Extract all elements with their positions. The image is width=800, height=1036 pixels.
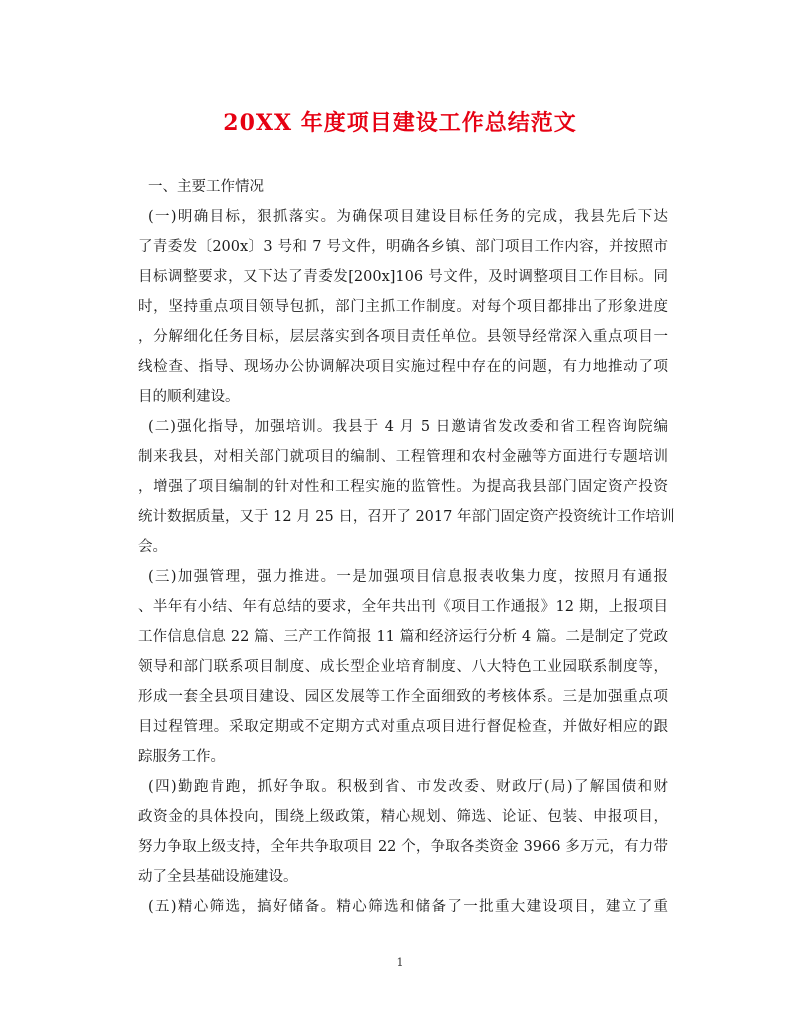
paragraph-line: 政资金的具体投向，围绕上级政策，精心规划、筛选、论证、包装、申报项目， xyxy=(138,809,668,825)
paragraph xyxy=(138,892,668,922)
paragraph-line: 了青委发〔200x〕3 号和 7 号文件，明确各乡镇、部门项目工作内容，并按照市 xyxy=(138,239,668,255)
paragraph-line: (二)强化指导，加强培训。我县于 4 月 5 日邀请省发改委和省工程咨询院编 xyxy=(148,419,668,435)
paragraph-line: 会。 xyxy=(138,539,167,555)
paragraph-line: 、半年有小结、年有总结的要求，全年共出刊《项目工作通报》12 期，上报项目 xyxy=(138,599,668,615)
paragraph-line: 踪服务工作。 xyxy=(138,749,225,765)
paragraph-line: 努力争取上级支持，全年共争取项目 22 个，争取各类资金 3966 多万元，有力带 xyxy=(138,839,668,855)
paragraph-line: (四)勤跑肯跑，抓好争取。积极到省、市发改委、财政厅(局)了解国债和财 xyxy=(148,779,668,795)
paragraph-line: 制来我县，对相关部门就项目的编制、工程管理和农村金融等方面进行专题培训 xyxy=(138,449,668,465)
document-title: 20XX 年度项目建设工作总结范文 xyxy=(223,110,577,136)
paragraph-line: 统计数据质量，又于 12 月 25 日，召开了 2017 年部门固定资产投资统计工作培训 xyxy=(138,509,675,525)
paragraph xyxy=(138,562,668,772)
document-body xyxy=(138,172,675,922)
paragraph-line: (三)加强管理，强力推进。一是加强项目信息报表收集力度，按照月有通报 xyxy=(148,569,668,585)
page-number: 1 xyxy=(396,956,404,969)
paragraph-line: 动了全县基础设施建设。 xyxy=(138,869,298,885)
paragraph-line: 形成一套全县项目建设、园区发展等工作全面细致的考核体系。三是加强重点项 xyxy=(138,689,668,705)
paragraph-line: 工作信息信息 22 篇、三产工作简报 11 篇和经济运行分析 4 篇。二是制定了党政 xyxy=(138,629,668,645)
paragraph-line: 时，坚持重点项目领导包抓，部门主抓工作制度。对每个项目都排出了形象进度 xyxy=(138,299,668,315)
paragraph xyxy=(138,772,668,892)
paragraph-line: (五)精心筛选，搞好储备。精心筛选和储备了一批重大建设项目，建立了重 xyxy=(148,899,668,915)
paragraph-list xyxy=(138,202,675,922)
paragraph-line: 目标调整要求，又下达了青委发[200x]106 号文件，及时调整项目工作目标。同 xyxy=(138,269,668,285)
paragraph-line: ，分解细化任务目标，层层落实到各项目责任单位。县领导经常深入重点项目一 xyxy=(138,329,668,345)
paragraph-line: ，增强了项目编制的针对性和工程实施的监管性。为提高我县部门固定资产投资 xyxy=(138,479,668,495)
paragraph-line: 线检查、指导、现场办公协调解决项目实施过程中存在的问题，有力地推动了项 xyxy=(138,359,668,375)
paragraph xyxy=(138,202,668,412)
paragraph-line: 领导和部门联系项目制度、成长型企业培育制度、八大特色工业园联系制度等， xyxy=(138,659,668,675)
paragraph-line: 目的顺利建设。 xyxy=(138,389,240,405)
paragraph-line: (一)明确目标，狠抓落实。为确保项目建设目标任务的完成，我县先后下达 xyxy=(148,209,668,225)
section-heading: 一、主要工作情况 xyxy=(148,179,264,195)
paragraph xyxy=(138,412,675,562)
paragraph-line: 目过程管理。采取定期或不定期方式对重点项目进行督促检查，并做好相应的跟 xyxy=(138,719,668,735)
